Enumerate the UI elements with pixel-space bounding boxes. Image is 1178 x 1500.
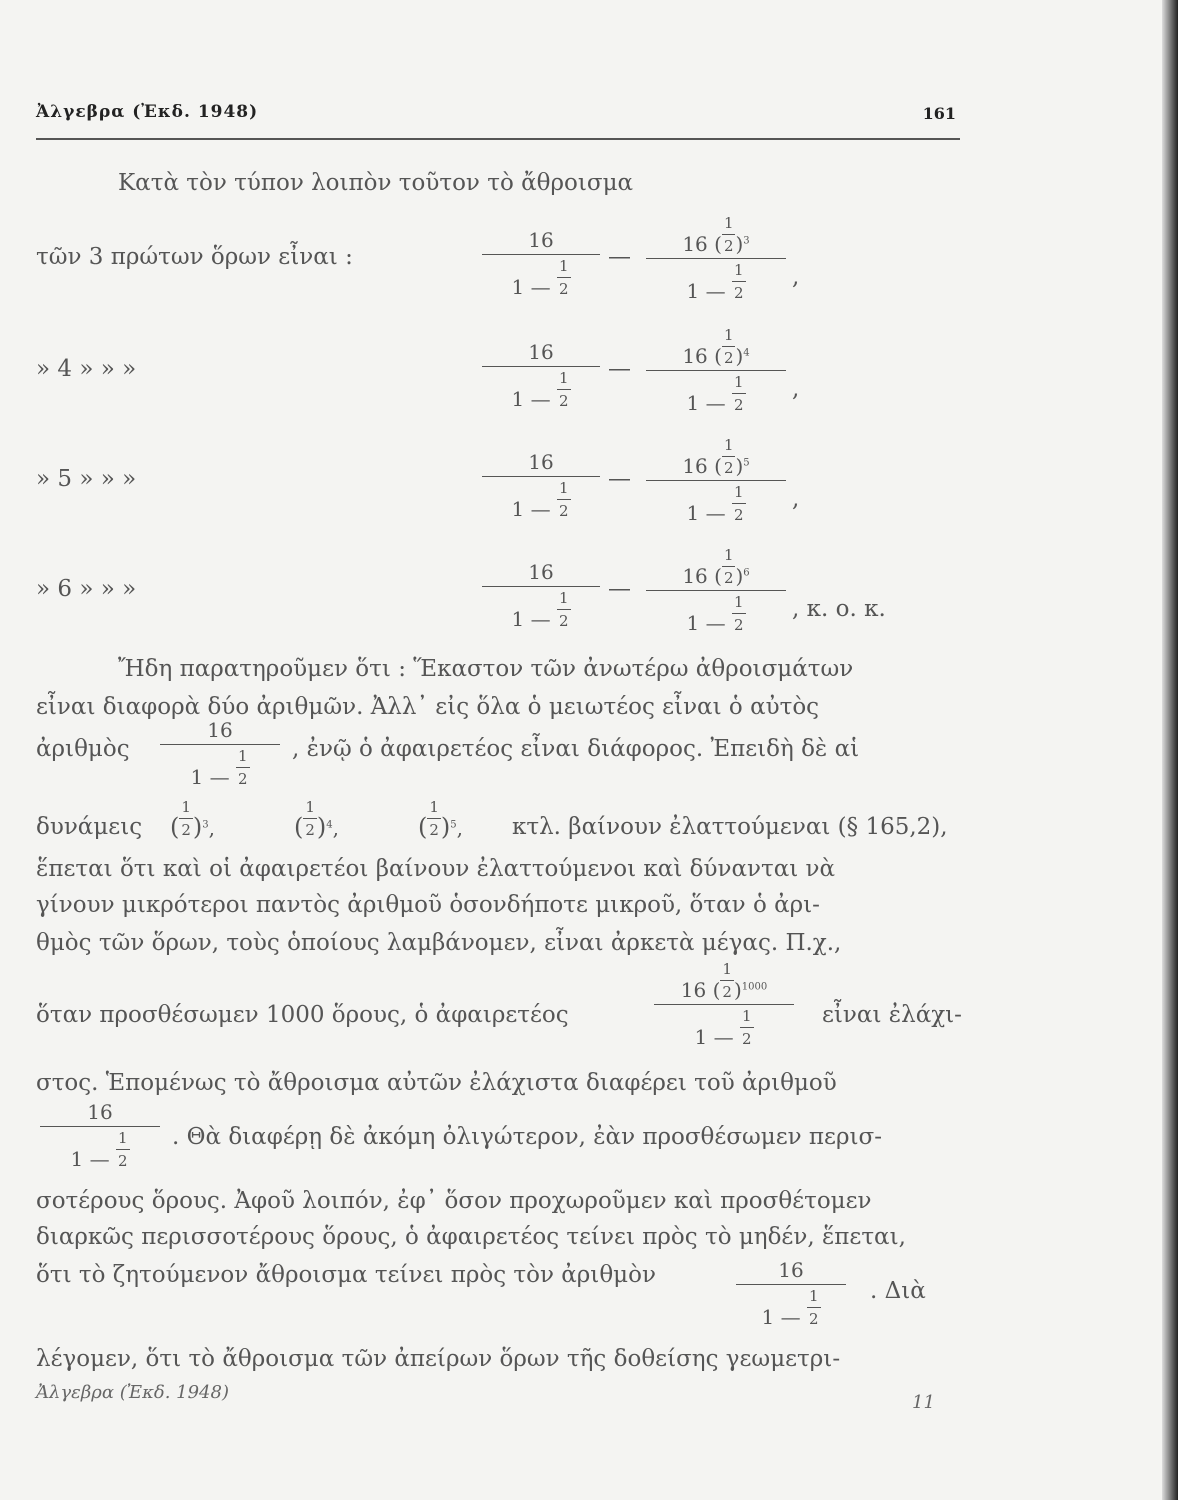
text-line: ἀριθμὸς [36,736,130,762]
text-line: κτλ. βαίνουν ἐλαττούμεναι (§ 165,2), [512,814,948,840]
text-line: ὅτι τὸ ζητούμενον ἄθροισμα τείνει πρὸς τὸν ἀριθμὸν [36,1262,656,1288]
row-tail: , [792,264,800,290]
row-first-fraction: 16 1 — $\frac{1}{2}$ [482,560,600,631]
intro-line: Κατὰ τὸν τύπον λοιπὸν τοῦτον τὸ ἄθροισμα [118,170,634,196]
minus-sign: — [608,466,631,492]
row-label: » 6 » » » [36,576,137,602]
text-line: . Διὰ [870,1278,926,1304]
page-number: 161 [922,104,956,123]
text-line: σοτέρους ὅρους. Ἀφοῦ λοιπόν, ἐφ᾽ ὅσον προχωροῦμεν καὶ προσθέτομεν [36,1188,872,1214]
minus-sign: — [608,356,631,382]
power-term: ( $\frac{1}{2}$ )$^3$, [170,798,216,841]
fraction-1000: 16 ( $\frac{1}{2}$ )$^{1000}$ 1 — $\frac{1}{2}$ [654,960,794,1049]
power-term: ( $\frac{1}{2}$ )$^5$, [418,798,464,841]
text-line: διαρκῶς περισσοτέρους ὅρους, ὁ ἀφαιρετέος τείνει πρὸς τὸ μηδέν, ἕπεται, [36,1224,906,1250]
text-line: ἕπεται ὅτι καὶ οἱ ἀφαιρετέοι βαίνουν ἐλαττούμενοι καὶ δύνανται νὰ [36,856,836,882]
text-line: . Θὰ διαφέρῃ δὲ ἀκόμη ὀλιγώτερον, ἐὰν προσθέσωμεν περισ- [172,1124,882,1150]
row-first-fraction: 16 1 — $\frac{1}{2}$ [482,228,600,299]
text-line: λέγομεν, ὅτι τὸ ἄθροισμα τῶν ἀπείρων ὅρων τῆς δοθείσης γεωμετρι- [36,1346,841,1372]
row-second-fraction: 16 ( $\frac{1}{2}$ )$^3$ 1 — $\frac{1}{2}$ [646,214,786,303]
row-second-fraction: 16 ( $\frac{1}{2}$ )$^6$ 1 — $\frac{1}{2}$ [646,546,786,635]
fraction-16-limit: 16 1 — $\frac{1}{2}$ [736,1258,846,1329]
row-first-fraction: 16 1 — $\frac{1}{2}$ [482,340,600,411]
row-second-fraction: 16 ( $\frac{1}{2}$ )$^5$ 1 — $\frac{1}{2}$ [646,436,786,525]
text-line: , ἐνῷ ὁ ἀφαιρετέος εἶναι διάφορος. Ἐπειδὴ δὲ αἱ [292,736,860,762]
text-line: δυνάμεις [36,814,143,840]
row-first-fraction: 16 1 — $\frac{1}{2}$ [482,450,600,521]
row-tail: , [792,376,800,402]
power-term: ( $\frac{1}{2}$ )$^4$, [294,798,340,841]
minus-sign: — [608,244,631,270]
footer-page: 11 [912,1392,935,1413]
row-label: » 5 » » » [36,466,137,492]
row-label: » 4 » » » [36,356,137,382]
row-second-fraction: 16 ( $\frac{1}{2}$ )$^4$ 1 — $\frac{1}{2}$ [646,326,786,415]
header-title: Ἀλγεβρα (Ἐκδ. 1948) [36,102,259,122]
running-header [36,98,960,140]
denominator: 1 — $\frac{1}{2}$ [190,747,248,789]
fraction-16-over [160,718,280,789]
page-edge [1162,0,1178,1500]
text-line: εἶναι διαφορὰ δύο ἀριθμῶν. Ἀλλ᾽ εἰς ὅλα ὁ μειωτέος εἶναι ὁ αὐτὸς [36,694,820,720]
row-label: τῶν 3 πρώτων ὅρων εἶναι : [36,244,353,270]
text-line: γίνουν μικρότεροι παντὸς ἀριθμοῦ ὁσονδήποτε μικροῦ, ὅταν ὁ ἀρι- [36,892,820,918]
fraction-16-over-2: 16 1 — $\frac{1}{2}$ [40,1100,160,1171]
text-line: θμὸς τῶν ὅρων, τοὺς ὁποίους λαμβάνομεν, εἶναι ἀρκετὰ μέγας. Π.χ., [36,930,842,956]
row-tail: , κ. ο. κ. [792,596,886,622]
text-line: στος. Ἑπομένως τὸ ἄθροισμα αὐτῶν ἐλάχιστα διαφέρει τοῦ ἀριθμοῦ [36,1070,837,1096]
numerator: 16 [207,718,233,742]
text-line: Ἤδη παρατηροῦμεν ὅτι : Ἕκαστον τῶν ἀνωτέρω ἀθροισμάτων [118,656,854,682]
text-line: ὅταν προσθέσωμεν 1000 ὅρους, ὁ ἀφαιρετέος [36,1002,569,1028]
minus-sign: — [608,576,631,602]
row-tail: , [792,486,800,512]
footer-title: Ἀλγεβρα (Ἐκδ. 1948) [36,1382,229,1403]
text-line: εἶναι ἐλάχι- [822,1002,962,1028]
